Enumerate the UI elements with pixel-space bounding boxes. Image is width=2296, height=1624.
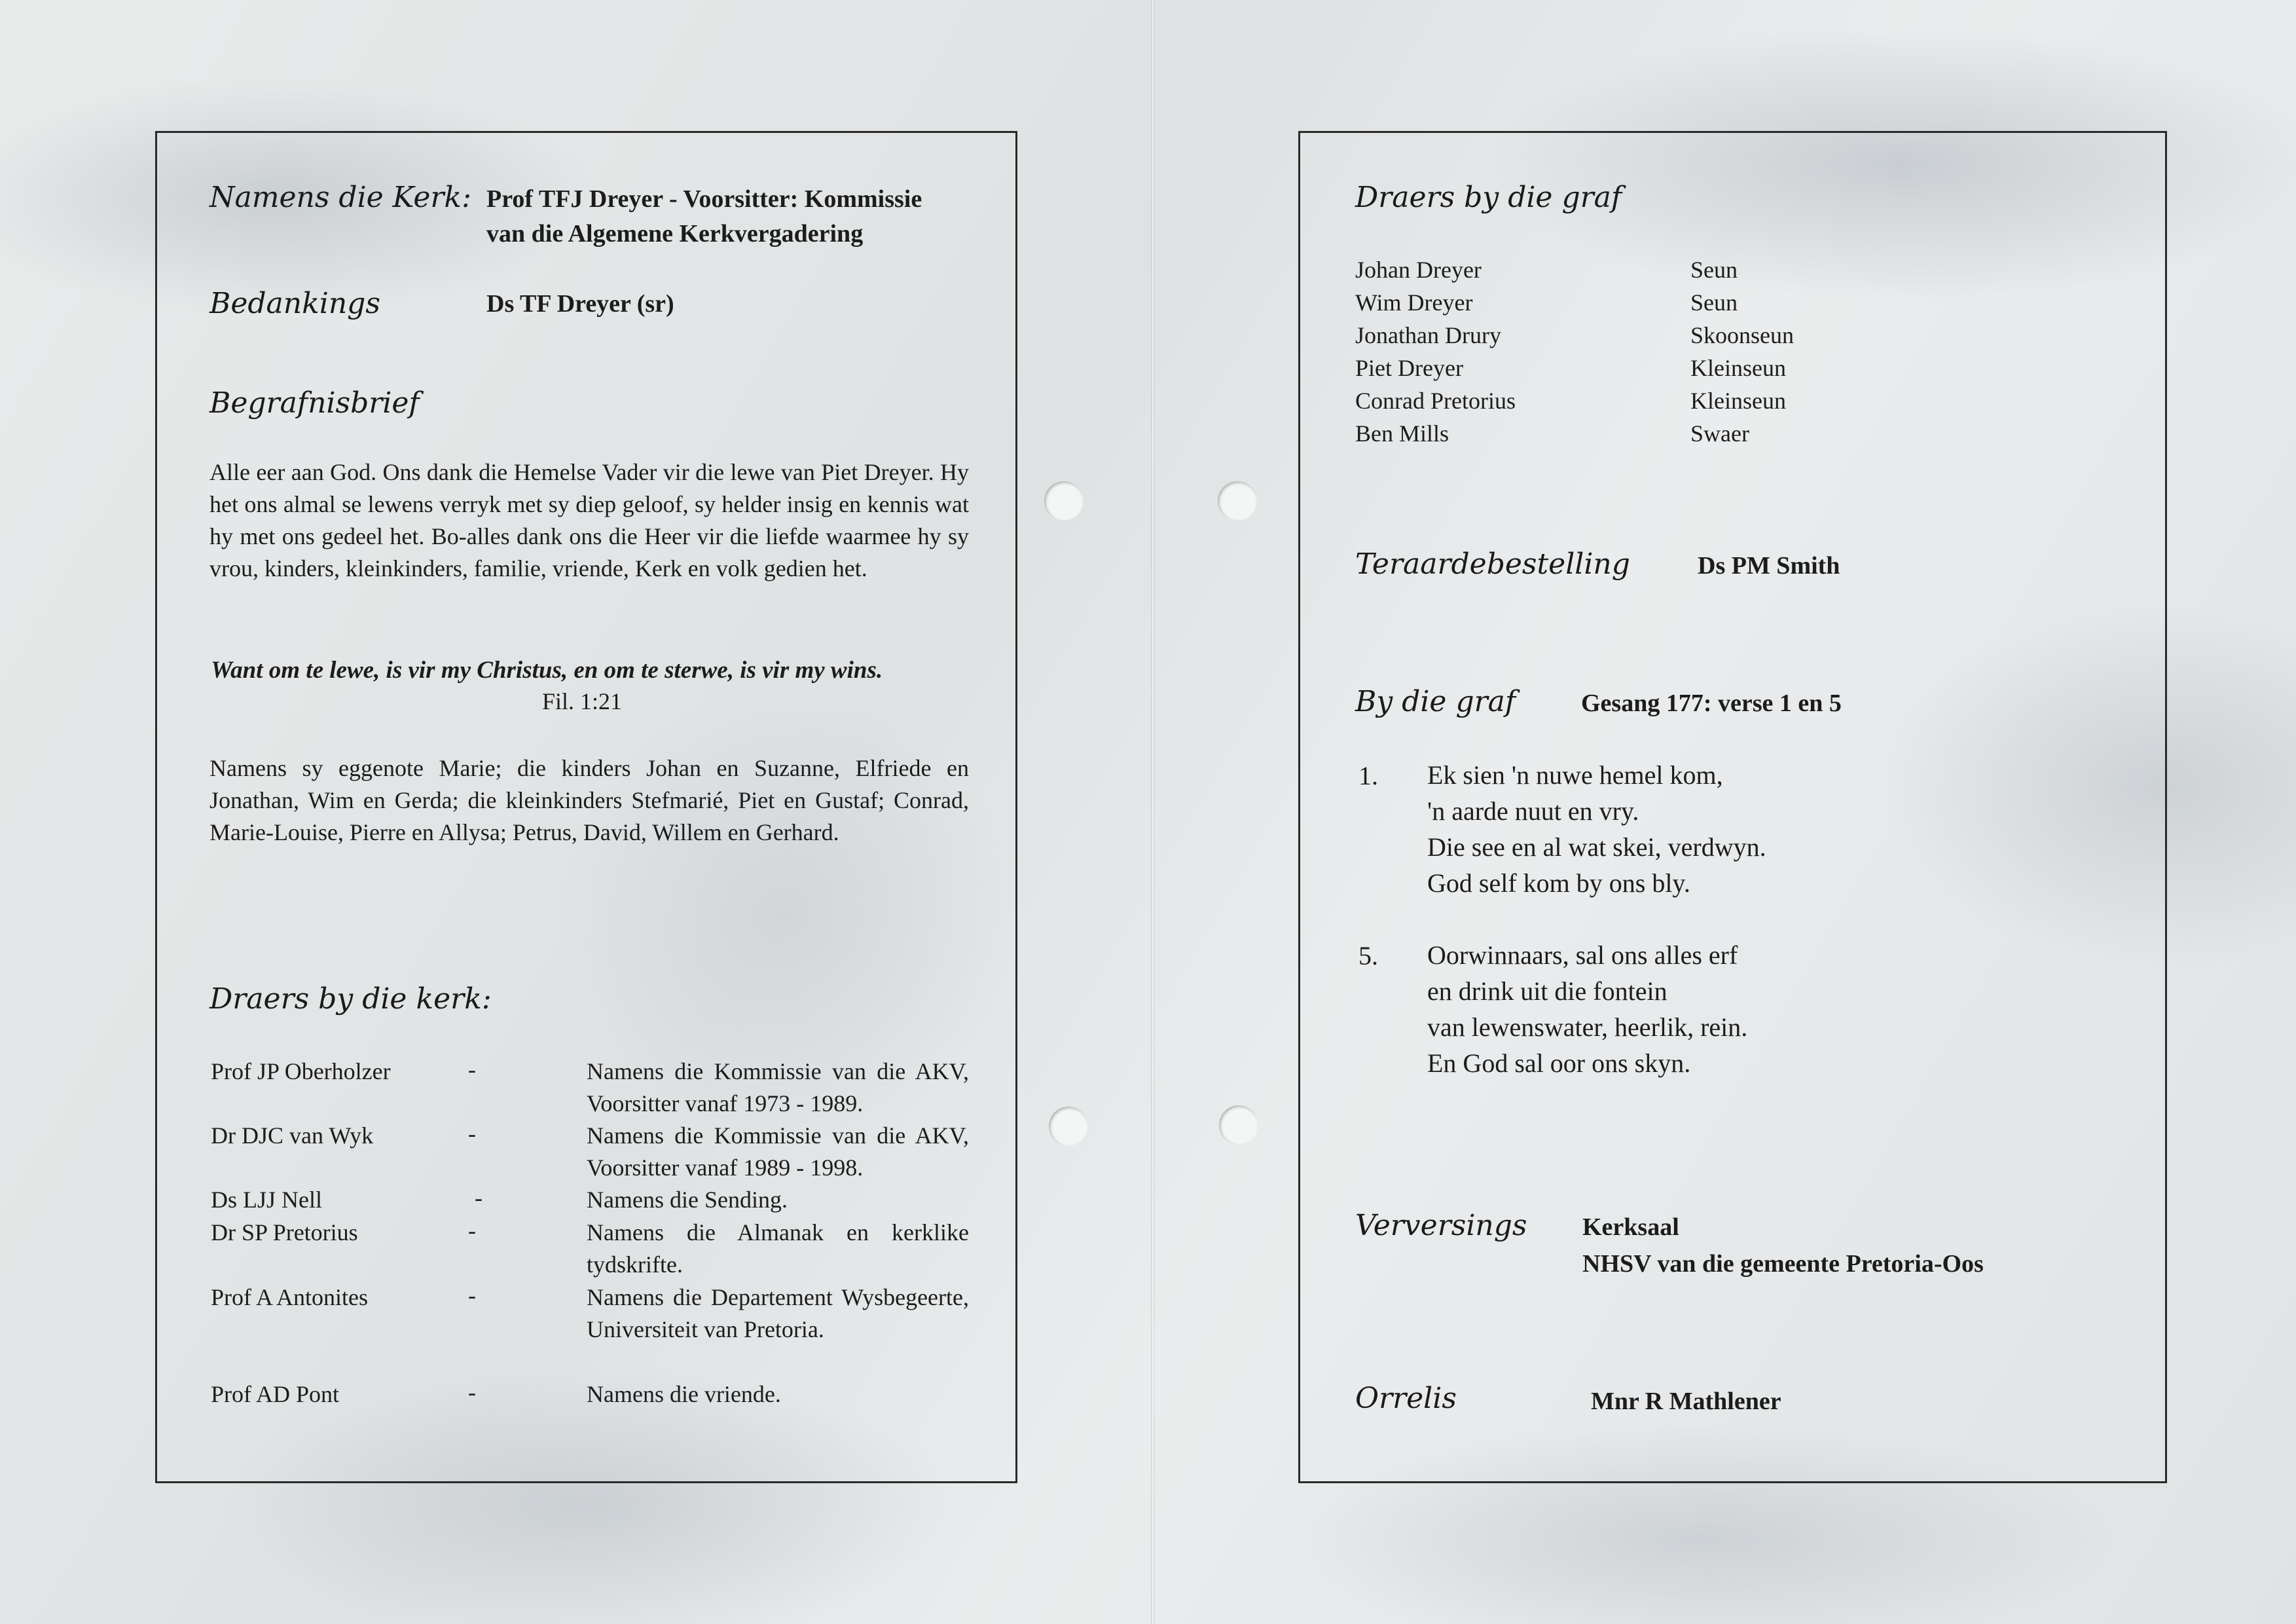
family-paragraph: Namens sy eggenote Marie; die kinders Johan en Suzanne, Elfriede en Jonathan, Wim en Gerda; die kleinkinders Stefmarié, Piet en Gustaf; Conrad, Marie-Louise, Pierre en Allysa; Petrus, David, Willem en Gerhard. [210,755,969,845]
grave-bearer-relation: Seun [1690,289,1738,316]
grave-bearer-name: Johan Dreyer [1355,257,1482,283]
heading-teraardebestelling: Teraardebestelling [1355,547,1630,581]
verse-line: en drink uit die fontein [1427,976,1667,1006]
verse-line: Die see en al wat skei, verdwyn. [1427,832,1766,862]
bearer-name: Prof A Antonites [211,1284,369,1310]
bible-quote-reference: Fil. 1:21 [542,688,623,714]
bearer-role: Namens die Sending. [587,1187,788,1213]
bearer-name: Ds LJJ Nell [211,1187,322,1213]
bearer-role: Namens die Kommissie van die AKV, Voorsitter vanaf 1989 - 1998. [587,1122,969,1181]
heading-draers-by-die-graf: Draers by die graf [1355,181,1622,214]
grave-bearer-relation: Swaer [1690,420,1749,447]
bearer-role: Namens die Almanak en kerklike tydskrifte. [587,1219,969,1278]
grave-bearer-name: Wim Dreyer [1355,289,1473,316]
kerk-representative-line1: Prof TFJ Dreyer - Voorsitter: Kommissie [486,185,922,213]
grave-bearer-relation: Kleinseun [1690,388,1786,414]
bearer-name: Prof AD Pont [211,1381,340,1407]
verse-line: En God sal oor ons skyn. [1427,1048,1691,1078]
grave-bearer-relation: Seun [1690,257,1738,283]
verse-line: Ek sien 'n nuwe hemel kom, [1427,760,1723,790]
punch-hole [1044,481,1084,521]
heading-bedankings: Bedankings [210,287,380,320]
dash-separator: - [468,1056,476,1082]
punch-hole [1049,1107,1088,1146]
heading-namens-die-kerk: Namens die Kerk: [210,181,471,214]
grave-bearer-name: Conrad Pretorius [1355,388,1516,414]
grave-bearer-name: Piet Dreyer [1355,355,1463,381]
verversings-host: NHSV van die gemeente Pretoria-Oos [1582,1250,1984,1278]
verversings-location: Kerksaal [1582,1213,1679,1241]
heading-verversings: Verversings [1355,1209,1527,1242]
verse-line: God self kom by ons bly. [1427,868,1690,898]
bearer-name: Dr SP Pretorius [211,1219,358,1246]
grave-bearer-name: Ben Mills [1355,420,1449,447]
verse-line: van lewenswater, heerlik, rein. [1427,1012,1748,1042]
punch-hole [1219,1105,1258,1145]
orrelis-name: Mnr R Mathlener [1591,1388,1781,1415]
bible-quote: Want om te lewe, is vir my Christus, en om te sterwe, is vir my wins. [211,657,883,684]
heading-begrafnisbrief: Begrafnisbrief [210,386,420,420]
dash-separator: - [468,1217,476,1244]
verse-number: 1. [1358,761,1378,790]
heading-draers-by-die-kerk: Draers by die kerk: [210,982,492,1016]
bedankings-name: Ds TF Dreyer (sr) [486,290,674,318]
kerk-representative-line2: van die Algemene Kerkvergadering [486,220,864,248]
heading-orrelis: Orrelis [1355,1382,1457,1415]
punch-hole [1218,481,1257,521]
grave-bearer-name: Jonathan Drury [1355,322,1501,348]
verse-line: 'n aarde nuut en vry. [1427,796,1639,826]
page-fold [1151,0,1155,1624]
bearer-role: Namens die vriende. [587,1381,781,1407]
verse-line: Oorwinnaars, sal ons alles erf [1427,940,1738,970]
bearer-role: Namens die Kommissie van die AKV, Voorsitter vanaf 1973 - 1989. [587,1058,969,1116]
verse-number: 5. [1358,941,1378,970]
dash-separator: - [468,1282,476,1308]
grave-bearer-relation: Kleinseun [1690,355,1786,381]
heading-by-die-graf: By die graf [1355,685,1516,718]
bearer-name: Prof JP Oberholzer [211,1058,391,1084]
dash-separator: - [468,1120,476,1147]
teraarde-name: Ds PM Smith [1698,552,1840,580]
bearer-role: Namens die Departement Wysbegeerte, Universiteit van Pretoria. [587,1284,969,1342]
dash-separator: - [475,1185,483,1211]
grave-bearer-relation: Skoonseun [1690,322,1795,348]
bearer-name: Dr DJC van Wyk [211,1122,374,1149]
gesang-reference: Gesang 177: verse 1 en 5 [1581,690,1842,717]
dash-separator: - [468,1379,476,1405]
letter-paragraph: Alle eer aan God. Ons dank die Hemelse Vader vir die lewe van Piet Dreyer. Hy het ons almal se lewens verryk met sy diep geloof, sy helder insig en kennis wat hy met ons gedeel het. Bo-alles dank ons die Heer vir die liefde waarmee hy sy vrou, kinders, kleinkinders, familie, vriende, Kerk en volk gedien het. [210,459,969,581]
